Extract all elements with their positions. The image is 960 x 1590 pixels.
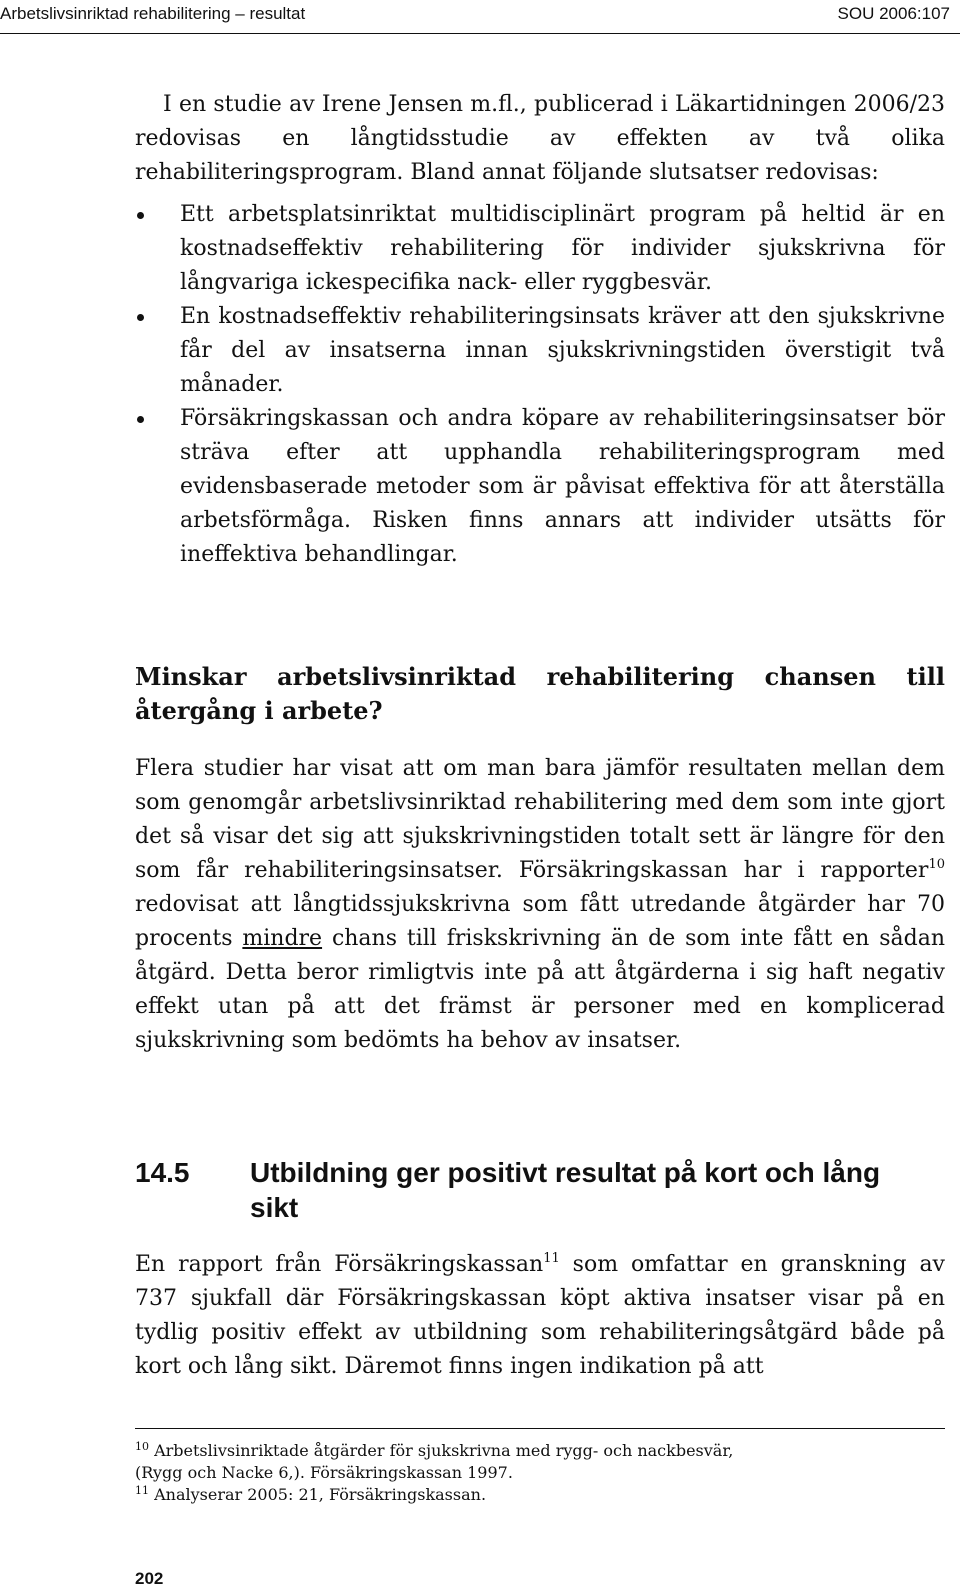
question-heading: Minskar arbetslivsinriktad rehabilitering chansen till återgång i arbete? [135, 662, 945, 725]
footnote-reference[interactable]: 11 [543, 1251, 560, 1266]
list-item-text: Försäkringskassan och andra köpare av rehabiliteringsinsatser bör sträva efter att upphandla rehabiliteringsprogram med evidensbaserade metoder som är påvisat effektiva för att återställa arbetsförmåga. Risken finns annars att individer utsätts för ineffektiva behandlingar. [180, 406, 945, 567]
footnote-rule [135, 1428, 945, 1429]
list-item [135, 300, 945, 402]
footnotes [135, 1440, 945, 1506]
footnote-mark: 10 [135, 1440, 149, 1453]
footnote [135, 1440, 945, 1462]
running-header [0, 0, 960, 28]
body-paragraph [135, 752, 945, 1058]
footnote-text: Analyserar 2005: 21, Försäkringskassan. [149, 1485, 487, 1504]
underlined-word: mindre [242, 926, 323, 951]
bullet-icon [137, 416, 144, 423]
paragraph-text: redovisat att långtidssjukskrivna som fått utredande åtgärder har 70 procents [135, 892, 945, 951]
running-header-series: SOU 2006:107 [837, 4, 950, 23]
section-number: 14.5 [135, 1157, 190, 1188]
paragraph-text: En rapport från Försäkringskassan [135, 1252, 544, 1277]
page-number: 202 [135, 1569, 164, 1588]
list-item-text: En kostnadseffektiv rehabiliteringsinsats kräver att den sjukskrivne får del av insatserna innan sjukskrivningstiden överstigit två månader. [180, 304, 945, 397]
footnote-text: Arbetslivsinriktade åtgärder för sjukskrivna med rygg- och nackbesvär, [149, 1441, 734, 1460]
list-item [135, 402, 945, 572]
section-title: Utbildning ger positivt resultat på kort och lång sikt [250, 1157, 881, 1223]
footnote [135, 1484, 945, 1506]
footnote-mark: 11 [135, 1484, 149, 1497]
paragraph-text: Flera studier har visat att om man bara jämför resultaten mellan dem som genomgår arbetslivsinriktad rehabilitering med dem som inte gjort det så visar det sig att sjukskrivningstiden totalt sett är längre för den som får rehabiliteringsinsatser. Försäkringskassan har i rapporter [135, 756, 945, 883]
footnote-reference[interactable]: 10 [928, 857, 945, 872]
paragraph-text: chans till friskskrivning än de som inte fått en sådan åtgärd. Detta beror rimligtvis inte på att åtgärderna i sig haft negativ effekt utan på att det främst är personer med en komplicerad sjukskrivning som bedömts ha behov av insatser. [135, 926, 946, 1053]
intro-text: I en studie av Irene Jensen m.fl., publicerad i Läkartidningen 2006/23 redovisas en långtidsstudie av effekten av två olika rehabiliteringsprogram. Bland annat följande slutsatser redovisas: [135, 92, 945, 185]
running-header-title: Arbetslivsinriktad rehabilitering – resultat [0, 4, 306, 23]
list-item-text: Ett arbetsplatsinriktat multidisciplinärt program på heltid är en kostnadseffektiv rehabilitering för individer sjukskrivna för långvariga ickespecifika nack- eller ryggbesvär. [180, 202, 945, 295]
conclusion-list [135, 198, 945, 572]
footnote-text: (Rygg och Nacke 6,). Försäkringskassan 1997. [135, 1463, 513, 1482]
list-item [135, 198, 945, 300]
intro-paragraph [135, 88, 945, 190]
paragraph-text: som omfattar en granskning av 737 sjukfall där Försäkringskassan köpt aktiva insatser visar på en tydlig positiv effekt av utbildning som rehabiliteringsåtgärd både på kort och lång sikt. Däremot finns ingen indikation på att [135, 1252, 945, 1379]
body-paragraph [135, 1248, 945, 1384]
header-rule [0, 33, 960, 34]
bullet-icon [137, 212, 144, 219]
footnote [135, 1462, 945, 1484]
bullet-icon [137, 314, 144, 321]
